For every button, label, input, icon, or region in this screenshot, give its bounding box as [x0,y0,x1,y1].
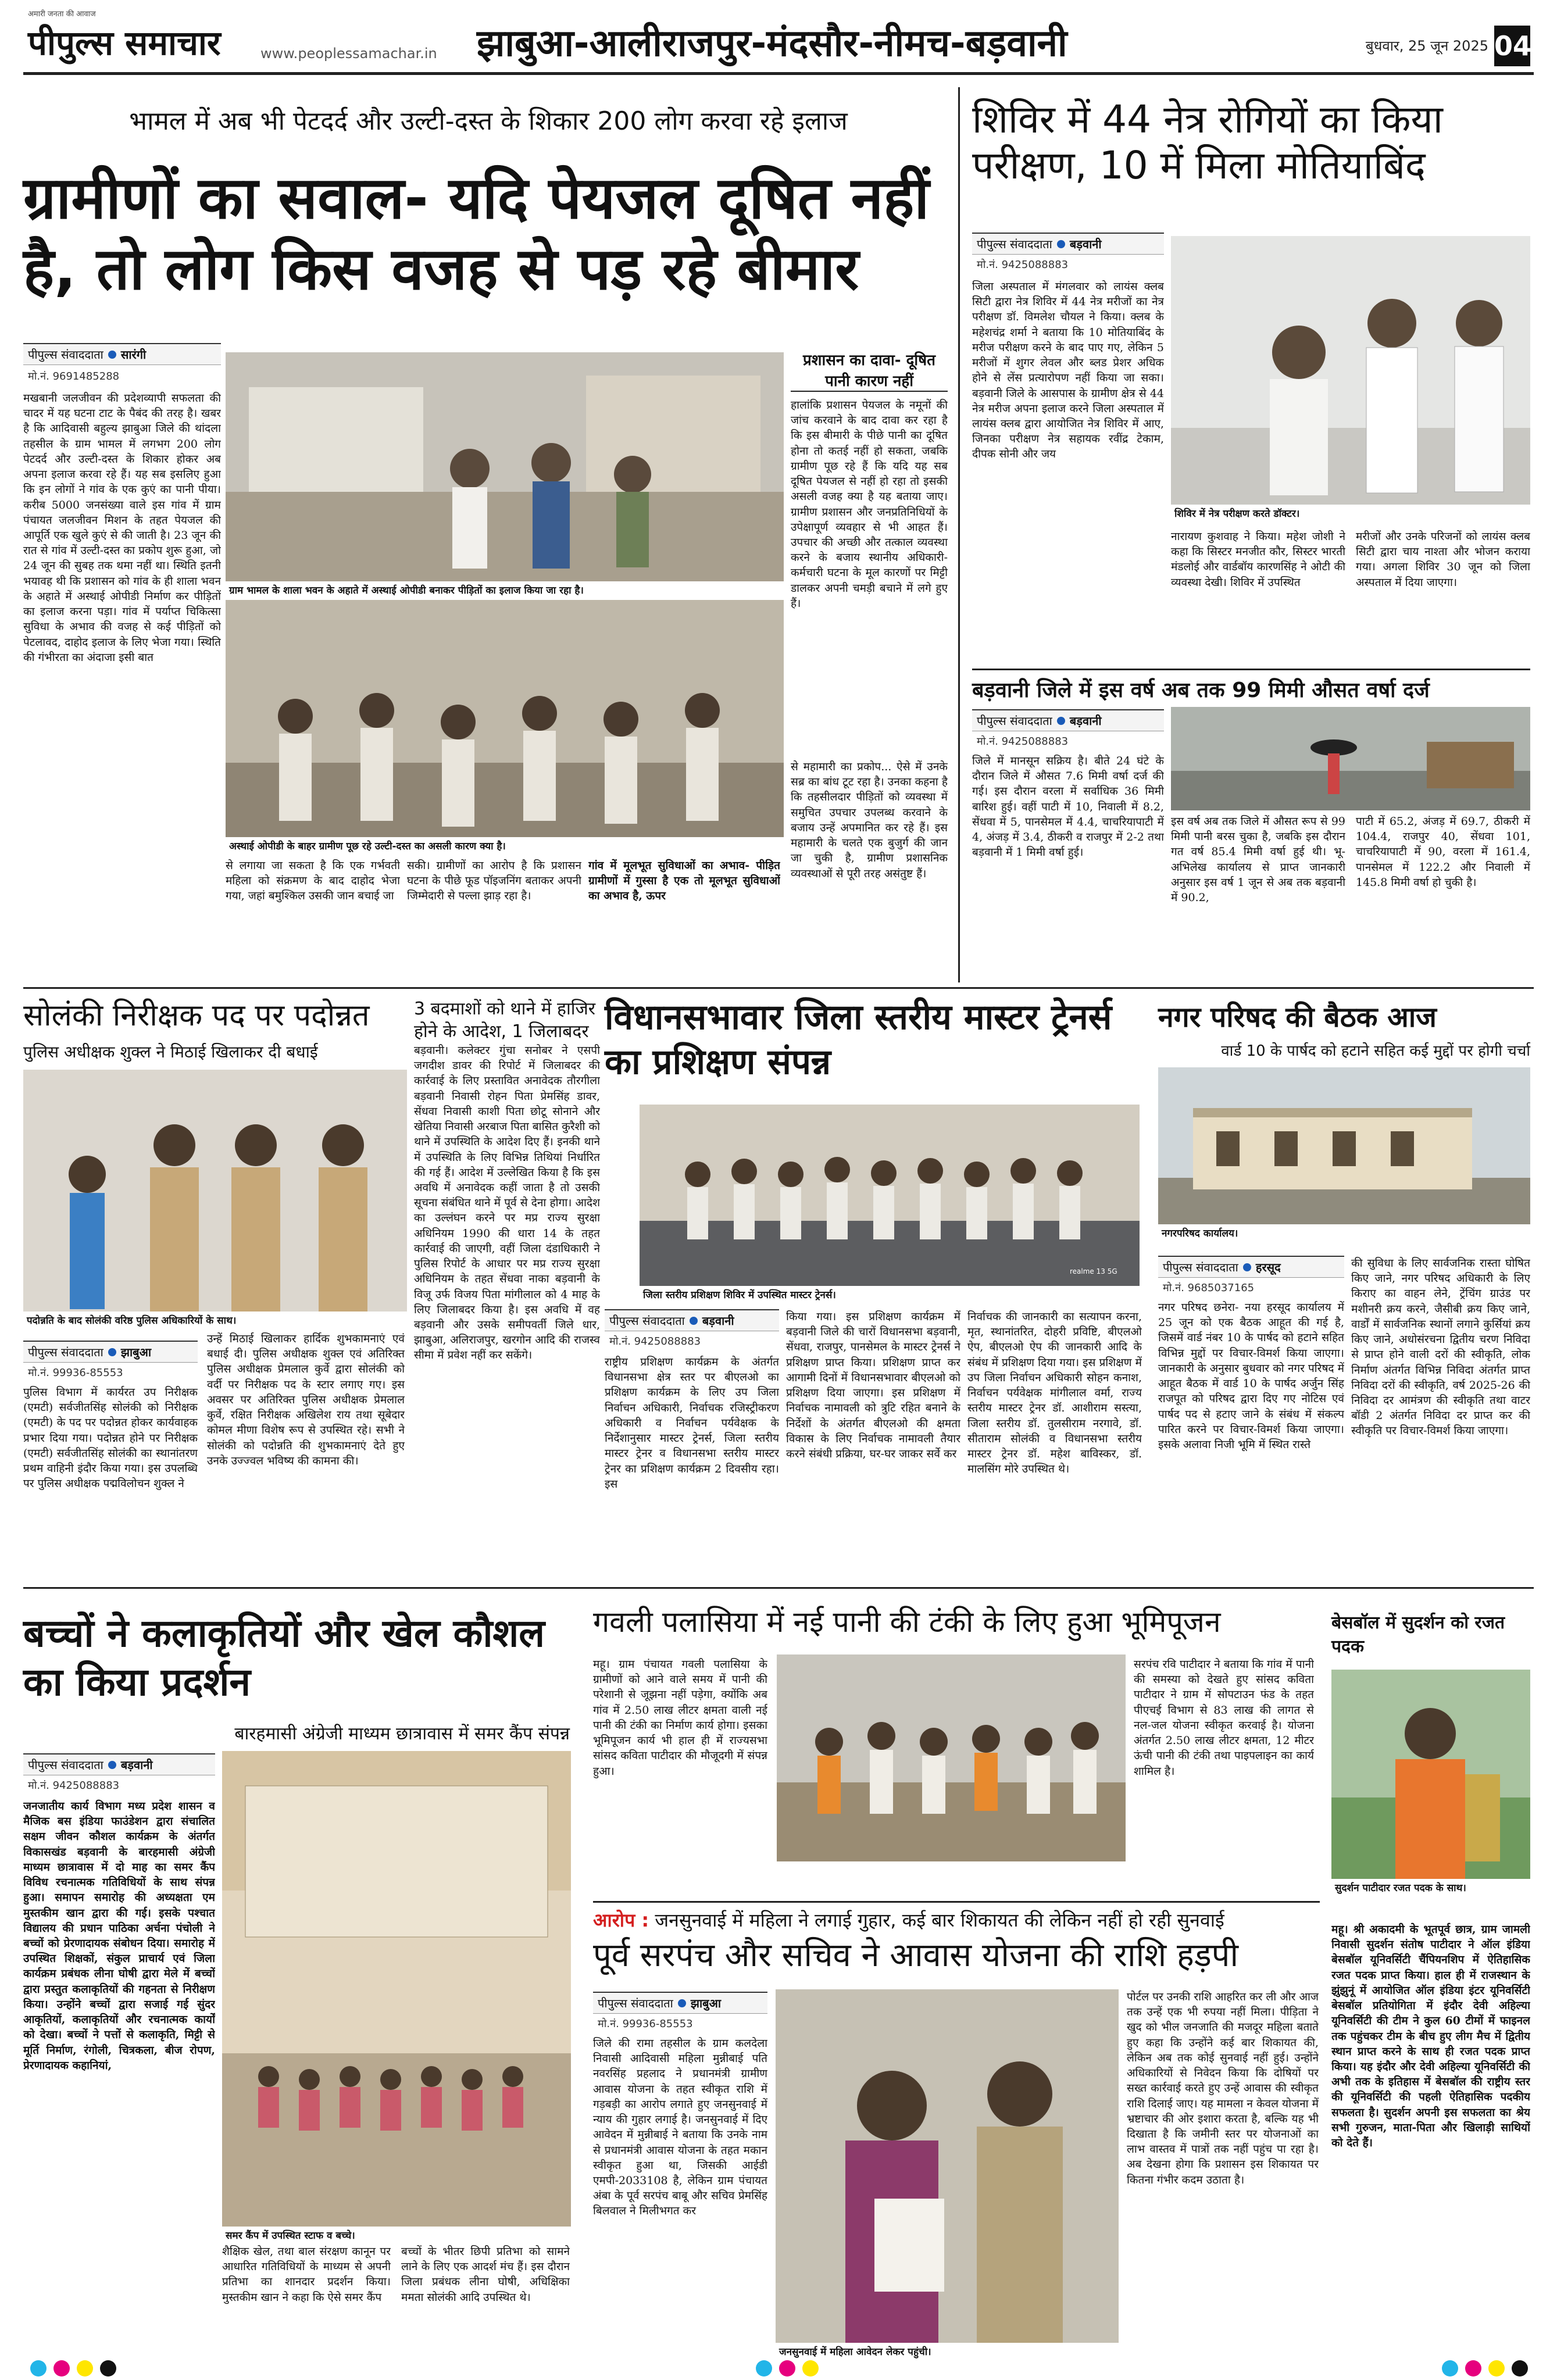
masthead-date: बुधवार, 25 जून 2025 [1365,38,1488,54]
bullet-icon [1057,717,1065,725]
photo-summer-camp [222,1751,571,2235]
awas-kicker-label: आरोप : [593,1909,649,1931]
nagar-headline: नगर परिषद की बैठक आज [1158,1001,1437,1034]
registration-mark-cyan [30,2360,47,2377]
lead-body-col2: से लगाया जा सकता है कि एक गर्भवती महिला को संक्रमण के बाद दाहोद भेजा गया, जहां बमुश्किल उसकी जान बचाई जा [226,859,400,903]
byline-place: हरसूद [1255,1260,1281,1274]
eye-photo [1171,236,1530,505]
art-body-3: बच्चों के भीतर छिपी प्रतिभा को सामने लाने के लिए एक आदर्श मंच हैं। इस दौरान जिला प्रबंधक लीना घोषी, अधिक्षिका ममता सोलंकी आदि उपस्थित थे। [401,2245,570,2304]
photo-rain-road [1171,707,1530,810]
lead-caption-2: अस्थाई ओपीडी के बाहर ग्रामीण पूछ रहे उल्टी-दस्त का असली कारण क्या है। [226,837,784,854]
lead-byline [23,343,221,365]
byline-name: पीपुल्स संवाददाता [28,1345,103,1359]
lead-mobile: मो.नं. 9691485288 [28,370,120,383]
photo-opd-scene [226,352,784,592]
solanki-body-2: उन्हें मिठाई खिलाकर हार्दिक शुभकामनाएं एवं बधाई दी। पुलिस अधीक्षक शुक्ल एवं अतिरिक्त पुलिस अधीक्षक प्रेमलाल कुर्वे द्वारा सोलंकी को वर्दी पर निरीक्षक पद के स्टार लगाए गए। इस अवसर पर अतिरिक्त पुलिस अधीक्षक प्रेमलाल कुर्वे, रक्षित निरीक्षक अखिलेश राय तथा सूबेदार कोमल मीणा विशेष रूप से उपस्थित रहे। सभी ने सोलंकी को पदोन्नति की शुभकामनाएं देते हुए उनके उज्ज्वल भविष्य की कामना की। [207,1332,405,1467]
jila-body: बड़वानी। कलेक्टर गुंचा सनोबर ने एसपी जगदीश डावर की रिपोर्ट में जिलाबदर की कार्रवाई के लिए प्रस्तावित अनावेदक तौरगीला बड़वानी निवासी रोहन पिता प्रेमसिंह डावर, सेंधवा निवासी काशी पिता छोटू सोनाने और खेतिया निवासी अरबाज पिता बासित कुरैशी को थाने में उपस्थिति के आदेश दिए हैं। इनकी थाने में उपस्थिति के लिए विभिन्न तिथियां निर्धारित की गई हैं। आदेश में उल्लेखित किया है कि इस अवधि में अनावेदक कहीं जाता है तो उसकी सूचना संबंधित थाने में पूर्व से देना होगा। आदेश का उल्लंघन करने पर मप्र राज्य सुरक्षा अधिनियम 1990 की धारा 14 के तहत कार्रवाई की जाएगी, वहीं जिला दंडाधिकारी ने पुलिस रिपोर्ट के आधार पर मप्र राज्य सुरक्षा अधिनियम के तहत सेंधवा नाका बड़वानी के विजू उर्फ विजय पिता मांगीलाल को 4 माह के लिए जिलाबदर किया है। इस अवधि में वह बड़वानी और उसके समीपवर्ती जिले धार, झाबुआ, अलिराजपुर, खरगोन आदि की राजस्व सीमा में प्रवेश नहीं कर सकेंगे। [414,1044,600,1362]
rain-body-3: पाटी में 65.2, अंजड़ में 69.7, ठीकरी में 104.4, राजपुर 40, सेंधवा 101, चाचरियापाटी में 90, वरला में 161.4, पानसेमल में 122.2 और निवाली में 145.8 मिमी वर्षा हो चुकी है। [1356,815,1530,889]
byline-place: झाबुआ [690,1996,722,2010]
jila-headline: 3 बदमाशों को थाने में हाजिर होने के आदेश, 1 जिलाबदर [414,999,596,1042]
masthead-logo: अमारी जनता की आवाज पीपुल्स समाचार [28,10,221,63]
awas-photo [776,1989,1119,2344]
vidhan-headline: विधानसभावार जिला स्तरीय मास्टर ट्रेनर्स का प्रशिक्षण संपन्न [605,997,1112,1082]
tank-photo [777,1654,1126,1861]
awas-headline: पूर्व सरपंच और सचिव ने आवास योजना की राशि हड़पी [593,1936,1238,1974]
art-photo [222,1751,571,2235]
registration-mark-magenta [1465,2360,1481,2377]
nagar-body: नगर परिषद छनेरा- नया हरसूद कार्यालय में 25 जून को एक बैठक आहूत की गई है, जिसमें वार्ड नंबर 10 के पार्षद को हटाने सहित विभिन्न मुद्दों पर विचार-विमर्श किया जाएगा। जानकारी के अनुसार बुधवार को नगर परिषद में आहूत बैठक में वार्ड 10 के पार्षद अर्जुन सिंह राजपूत को परिषद द्वारा दिए गए नोटिस एवं पार्षद पद से हटाए जाने के संबंध में संकल्प पारित करने पर विचार-विमर्श किया जाएगा। इसके अलावा निजी भूमि में स्थित रास्ते [1158,1301,1344,1451]
column-rule [958,87,960,982]
bullet-icon [1243,1263,1251,1271]
byline-name: पीपुल्स संवाददाता [28,348,103,362]
bullet-icon [1057,240,1065,248]
bullet-icon [108,1348,116,1356]
awas-body-2: पोर्टल पर उनकी राशि आहरित कर ली और आज तक उन्हें एक भी रुपया नहीं मिला। पीड़िता ने खुद को भील जनजाति की मजदूर महिला बताते हुए कहा कि उन्होंने कई बार शिकायत की, लेकिन अब तक कोई सुनवाई नहीं हुई। उन्होंने अधिकारियों से निवेदन किया कि दोषियों पर सख्त कार्रवाई करते हुए उन्हें आवास की स्वीकृत राशि दिलाई जाए। यह मामला न केवल योजना में भ्रष्टाचार की ओर इशारा करता है, बल्कि यह भी दिखाता है कि जमीनी स्तर पर योजनाओं का लाभ वास्तव में पात्रों तक नहीं पहुंच पा रहा है। अब देखना होगा कि प्रशासन इस शिकायत पर कितना गंभीर कदम उठाता है। [1127,1991,1319,2186]
registration-mark-yellow [1488,2360,1505,2377]
byline-name: पीपुल्स संवाददाता [598,1996,673,2010]
baseball-photo [1331,1670,1530,1879]
art-subhead: बारहमासी अंग्रेजी माध्यम छात्रावास में समर कैंप संपन्न [234,1724,570,1744]
eye-mobile: मो.नं. 9425088883 [977,259,1069,271]
eye-byline [972,233,1164,255]
vidhan-body: राष्ट्रीय प्रशिक्षण कार्यक्रम के अंतर्गत विधानसभा क्षेत्र स्तर पर बीएलओ का प्रशिक्षण कार्यक्रम के लिए उप जिला निर्वाचन अधिकारी, निर्वाचक रजिस्ट्रीकरण अधिकारी व निर्वाचन पर्यवेक्षक के निर्देशानुसार मास्टर ट्रेनर्स, जिला स्तरीय मास्टर ट्रेनर व विधानसभा स्तरीय मास्टर ट्रेनर का प्रशिक्षण कार्यक्रम 2 दिवसीय रहा। इस [605,1356,779,1491]
rain-body-2: इस वर्ष अब तक जिले में औसत रूप से 99 मिमी पानी बरस चुका है, जबकि इस दौरान गत वर्ष 85.4 मिमी वर्षा हुई थी। भू-अभिलेख कार्यालय से प्राप्त जानकारी अनुसार इस वर्ष 1 जून से अब तक बड़वानी में 90.2, [1171,815,1345,905]
lead-caption-1: ग्राम भामल के शाला भवन के अहाते में अस्थाई ओपीडी बनाकर पीड़ितों का इलाज किया जा रहा है। [226,581,784,598]
eye-headline: शिविर में 44 नेत्र रोगियों का किया परीक्षण, 10 में मिला मोतियाबिंद [972,97,1443,188]
tank-headline: गवली पलासिया में नई पानी की टंकी के लिए हुआ भूमिपूजन [593,1605,1221,1639]
byline-name: पीपुल्स संवाददाता [977,237,1052,251]
byline-place: झाबुआ [120,1345,152,1359]
awas-kicker-text: जनसुनवाई में महिला ने लगाई गुहार, कई बार शिकायत की लेकिन नहीं हो रही सुनवाई [655,1909,1224,1931]
rain-body: जिले में मानसून सक्रिय है। बीते 24 घंटे के दौरान जिले में औसत 7.6 मिमी वर्षा दर्ज की गई। इस दौरान वरला में सर्वाधिक 36 मिमी बारिश हुई। वहीं पाटी में 10, निवाली में 8.2, सेंधवा में 5, पानसेमल में 4.4, चाचरियापाटी में 4, अंजड़ में 3.4, ठीकरी व राजपुर में 2-2 तथा बड़वानी में 1 मिमी वर्षा हुई। [972,755,1164,859]
lead-sidebar-headline: प्रशासन का दावा- दूषित पानी कारण नहीं [791,349,948,392]
photo-eye-exam [1171,236,1530,505]
tank-body-2: सरपंच रवि पाटीदार ने बताया कि गांव में पानी की समस्या को देखते हुए सांसद कविता पाटीदार ने ग्राम में सोपटाउन फंड के तहत पीएचई विभाग से 83 लाख की लागत से नल-जल योजना स्वीकृत करवाई है। योजना अंतर्गत 2.50 लाख लीटर क्षमता, 12 मीटर ऊंची पानी की टंकी तथा पाइपलाइन का कार्य शामिल है। [1134,1658,1314,1778]
awas-caption: जनसुनवाई में महिला आवेदन लेकर पहुंची। [776,2343,1119,2360]
eye-body: जिला अस्पताल में मंगलवार को लायंस क्लब सिटी द्वारा नेत्र शिविर में 44 नेत्र मरीजों का नेत्र परीक्षण डॉ. विमलेश चौयल ने किया। क्लब के महेशचंद्र शर्मा ने बताया कि 10 मोतियाबिंद के मरीज परीक्षण करने के बाद पाए गए, लेकिन 5 मरीजों में शुगर लेवल और ब्लड प्रेशर अधिक होने से लेंस प्रत्यारोपण नहीं किया जा सका। बड़वानी जिले के आसपास के ग्रामीण क्षेत्र से 44 नेत्र मरीज अपना इलाज करने जिला अस्पताल में लायंस क्लब द्वारा आयोजित नेत्र शिविर में आए, जिनका परीक्षण नेत्र सहायक रवींद्र टेकाम, दीपक सोनी और जय [972,280,1164,461]
photo-stamp: realme 13 5G [1070,1267,1117,1275]
photo-woman-petition [776,1989,1119,2344]
registration-mark-yellow [802,2360,819,2377]
masthead-rule [23,72,1534,75]
lead-body-col1: मखबानी जलजीवन की प्रदेशव्यापी सफलता की चादर में यह घटना टाट के पैबंद की तरह है। खबर है कि आदिवासी बहुल्य झाबुआ जिले की थांदला तहसील के ग्राम भामल में लगभग 200 लोग पेटदर्द और उल्टी-दस्त के शिकार होकर अब अपना इलाज करवा रहे हैं। यह सब इसलिए हुआ कि इन लोगों ने गांव के एक कुएं का पानी पीया। करीब 5000 जनसंख्या वाले इस गांव में ग्राम पंचायत जलजीवन मिशन के तहत पेयजल की आपूर्ति एक खुले कुएं से की जाती है। 23 जून की रात से गांव में उल्टी-दस्त का प्रकोप शुरू हुआ, जो 24 जून की सुबह तक थमा नहीं था। स्थिति इतनी भयावह थी कि प्रशासन को गांव के ही शाला भवन के अहाते में अस्थाई ओपीडी निर्माण कर पीड़ितों का इलाज करना पड़ा। गांव में पर्याप्त चिकित्सा सुविधा के अभाव की वजह से कई पीड़ितों को पेटलावद, दाहोद इलाज के लिए भेजा गया। स्थिति की गंभीरता का अंदाजा इसी बात [23,392,221,664]
lead-photo-1 [226,352,784,592]
solanki-headline: सोलंकी निरीक्षक पद पर पदोन्नत [23,998,370,1033]
vidhan-body-2: किया गया। इस प्रशिक्षण कार्यक्रम में बड़वानी जिले की चारों विधानसभा बड़वानी, सेंधवा, राजपुर, पानसेमल के मास्टर ट्रेनर्स ने प्रशिक्षण प्राप्त किया। प्रशिक्षण प्राप्त कर आगामी दिनों में विधानसभावार बीएलओ को प्रशिक्षण दिया जाएगा। इस प्रशिक्षण में निर्वाचक नामावली को त्रुटि रहित बनाने के निर्देशों के अंतर्गत बीएलओ की क्षमता विकास के लिए निर्वाचक नामावली तैयार करने संबंधी प्रक्रिया, घर-घर जाकर सर्वे कर [786,1310,960,1460]
registration-mark-cyan [1442,2360,1458,2377]
vidhan-body-3: निर्वाचक की जानकारी का सत्यापन करना, मृत, स्थानांतरित, दोहरी प्रविष्टि, बीएलओ ऐप, बीएलओ ऐप की जानकारी आदि के संबंध में प्रशिक्षण दिया गया। इस प्रशिक्षण में उप जिला निर्वाचन अधिकारी सोहन कनाश, निर्वाचन पर्यवेक्षक मांगीलाल वर्मा, राज्य स्तरीय मास्टर ट्रेनर डॉ. आशीराम सस्त्या, जिला स्तरीय डॉ. तुलसीराम नरगावे, डॉ. सीताराम सोलंकी व विधानसभा स्तरीय मास्टर ट्रेनर डॉ. महेश बाविस्कर, डॉ. मालसिंग मोरे उपस्थित थे। [967,1310,1142,1476]
baseball-caption: सुदर्शन पाटीदार रजत पदक के साथ। [1331,1879,1530,1896]
art-caption: समर कैंप में उपस्थित स्टाफ व बच्चे। [222,2227,571,2243]
vidhan-mobile: मो.नं. 9425088883 [609,1335,701,1348]
nagar-body-2: की सुविधा के लिए सार्वजनिक रास्ता घोषित किए जाने, नगर परिषद अधिकारी के लिए किराए का वाहन लेने, ट्रेंचिंग ग्राउंड पर मशीनरी क्रय करने, जैसीबी क्रय किए जाने, वार्डों में सार्वजनिक स्थानों लगाने कुर्सियां क्रय किए जाने, अधोसंरचना द्वितीय चरण निविदा से प्राप्त होने वाली दरों की स्वीकृति, लोक निर्माण अंतर्गत विभिन्न निविदा अंतर्गत प्राप्त निविदा दरों की स्वीकृति, वर्ष 2025-26 की निविदा दर आमंत्रण की स्वीकृति तथा वाटर बॉडी 2 अंतर्गत निविदा दर प्राप्त कर की स्वीकृति पर विचार-विमर्श किया जाएगा। [1351,1257,1530,1438]
art-headline: बच्चों ने कलाकृतियों और खेल कौशल का किया प्रदर्शन [23,1611,545,1705]
registration-mark-black [1512,2360,1528,2377]
registration-mark-yellow [77,2360,93,2377]
photo-office-building [1158,1067,1530,1224]
section-rule-2 [23,1587,1534,1589]
registration-mark-magenta [779,2360,795,2377]
page-number: 04 [1494,26,1530,66]
registration-mark-black [100,2360,116,2377]
awas-body: जिले की रामा तहसील के ग्राम कलदेला निवासी आदिवासी महिला मुन्नीबाई पति नवरसिंह प्रहलाद ने प्रधानमंत्री ग्रामीण आवास योजना के तहत स्वीकृत राशि में गड़बड़ी का आरोप लगाते हुए जनसुनवाई में न्याय की गुहार लगाई है। जनसुनवाई में दिए आवेदन में मुन्नीबाई ने बताया कि उनके नाम से प्रधानमंत्री आवास योजना के तहत मकान स्वीकृत हुआ था, जिसकी आईडी एमपी-2033108 है, लेकिन ग्राम पंचायत अंबा के पूर्व सरपंच बाबू और सचिव प्रेमसिंह बिलवाल ने मिलीभगत कर [593,2037,767,2218]
art-body: जनजातीय कार्य विभाग मध्य प्रदेश शासन व मैजिक बस इंडिया फाउंडेशन द्वारा संचालित सक्षम जीवन कौशल कार्यक्रम के अंतर्गत विकासखंड बड़वानी के बारहमासी अंग्रेजी माध्यम छात्रावास में दो माह का समर कैंप विविध रचनात्मक गतिविधियों के साथ संपन्न हुआ। समापन समारोह की अध्यक्षता एम मुस्तकीम खान द्वारा की गई। इसके पश्चात विद्यालय की प्रधान पाठिका अर्चना पंचोली ने बच्चों को प्रेरणादायक संबोधन दिया। समारोह में उपस्थित शिक्षकों, संकुल प्राचार्य एवं जिला कार्यक्रम प्रबंधक लीना घोषी द्वारा मेले में बच्चों द्वारा प्रस्तुत कलाकृतियों की गहनता से निरीक्षण किया। उन्होंने बच्चों द्वारा सजाई गई सुंदर आकृतियों, कलाकृतियों और रचनात्मक कार्यों को देखा। बच्चों ने पत्तों से कलाकृति, मिट्टी से मूर्ति निर्माण, रंगोली, चित्रकला, बीज रोपण, प्रेरणादायक कहानियां, [23,1800,215,2072]
rain-mobile: मो.नं. 9425088883 [977,735,1069,748]
byline-name: पीपुल्स संवाददाता [28,1758,103,1772]
tank-body: महू। ग्राम पंचायत गवली पलासिया के ग्रामीणों को आने वाले समय में पानी की परेशानी से जूझना नहीं पड़ेगा, क्योंकि अब गांव में 2.50 लाख लीटर क्षमता वाली नई पानी की टंकी का निर्माण कार्य होगा। इसका भूमिपूजन कार्य भी हाल ही में राज्यसभा सांसद कविता पाटीदार की मौजूदगी में संपन्न हुआ। [593,1658,767,1778]
eye-body-3: मरीजों और उनके परिजनों को लायंस क्लब सिटी द्वारा चाय नाश्ता और भोजन कराया गया। अगला शिविर 30 जून को जिला अस्पताल में दिया जाएगा। [1356,530,1530,589]
awas-mobile: मो.नं. 99936-85553 [598,2018,693,2030]
eye-caption: शिविर में नेत्र परीक्षण करते डॉक्टर। [1171,505,1530,521]
rain-byline [972,709,1164,731]
masthead-edition: झाबुआ-आलीराजपुर-मंदसौर-नीमच-बड़वानी [477,22,1067,65]
art-byline [23,1753,215,1775]
bullet-icon [108,351,116,359]
byline-place: सारंगी [120,348,147,362]
byline-place: बड़वानी [1069,714,1102,728]
solanki-subhead: पुलिस अधीक्षक शुक्ल ने मिठाई खिलाकर दी बधाई [23,1042,318,1062]
section-rule-1 [23,987,1534,989]
byline-name: पीपुल्स संवाददाता [609,1314,685,1328]
lead-pullquote: गांव में मूलभूत सुविधाओं का अभाव- पीड़ित ग्रामीणों में गुस्सा है एक तो मूलभूत सुविधाओं का अभाव है, ऊपर [588,859,780,903]
byline-name: पीपुल्स संवाददाता [1163,1260,1238,1274]
lead-headline: ग्रामीणों का सवाल- यदि पेयजल दूषित नहीं है, तो लोग किस वजह से पड़ रहे बीमार [23,164,930,303]
byline-place: बड़वानी [702,1314,734,1328]
nagar-byline [1158,1256,1344,1278]
art-body-2: शैक्षिक खेल, तथा बाल संरक्षण कानून पर आधारित गतिविधियों के माध्यम से अपनी प्रतिभा का शानदार प्रदर्शन किया। मुस्तकीम खान ने कहा कि ऐसे समर कैंप [222,2245,391,2304]
registration-mark-cyan [756,2360,772,2377]
byline-name: पीपुल्स संवाददाता [977,714,1052,728]
nagar-mobile: मो.नं. 9685037165 [1163,1282,1255,1294]
lead-body-col3: सकी। ग्रामीणों का आरोप है कि प्रशासन घटना के पीछे फूड पॉइजनिंग बताकर अपनी जिम्मेदारी से पल्ला झाड़ रहा है। [407,859,581,903]
photo-police-officers [23,1070,407,1314]
baseball-body: महू। श्री अकादमी के भूतपूर्व छात्र, ग्राम जामली निवासी सुदर्शन संतोष पाटीदार ने ऑल इंडिया बेसबॉल यूनिवर्सिटी चैंपियनशिप में ऐतिहासिक रजत पदक प्राप्त किया। हाल ही में राजस्थान के झुंझुनूं में आयोजित ऑल इंडिया इंटर यूनिवर्सिटी बेसबॉल प्रतियोगिता में इंदौर देवी अहिल्या यूनिवर्सिटी की टीम ने कुल 60 टीमों में फाइनल तक पहुंचकर टीम के बीच हुए लीग मैच में द्वितीय स्थान प्राप्त करने के साथ ही रजत पदक प्राप्त किया। यह इंदौर और देवी अहिल्या यूनिवर्सिटी की अभी तक के इतिहास में बेसबॉल की राष्ट्रीय स्तर की यूनिवर्सिटी की पहली ऐतिहासिक पदकीय सफलता है। सुदर्शन अपनी इस सफलता का श्रेय सभी गुरुजन, माता-पिता और खिलाड़ी साथियों को देते हैं। [1331,1923,1530,2150]
solanki-byline [23,1341,198,1363]
photo-villagers-scene [226,600,784,845]
registration-mark-magenta [53,2360,70,2377]
rain-photo [1171,707,1530,810]
bullet-icon [678,1999,686,2007]
vidhan-byline [605,1309,779,1331]
nagar-photo [1158,1067,1530,1224]
photo-trainers-group [640,1105,1140,1286]
byline-place: बड़वानी [120,1758,153,1772]
lead-sidebar-body-2: से महामारी का प्रकोप... ऐसे में उनके सब्र का बांध टूट रहा है। उनका कहना है कि तहसीलदार पीड़ितों को व्यवस्था में समुचित उपचार उपलब्ध करवाने के बजाय उन्हें अपमानित कर रहे हैं। इस महामारी के चलते एक बुजुर्ग की जान जा चुकी है, ग्रामीण प्रशासनिक व्यवस्थाओं से पूरी तरह असंतुष्ट हैं। [791,760,948,880]
solanki-body: पुलिस विभाग में कार्यरत उप निरीक्षक (एमटी) सर्वजीतसिंह सोलंकी को निरीक्षक (एमटी) के पद पर पदोन्नत होकर कार्यवाहक प्रभार दिया गया। पदोन्नत होने पर निरीक्षक (एमटी) सर्वजीतसिंह सोलंकी का स्थानांतरण प्रथम वाहिनी इंदौर किया गया। इस उपलब्धि पर पुलिस अधीक्षक पद्मविलोचन शुक्ल ने [23,1386,198,1491]
solanki-caption: पदोन्नति के बाद सोलंकी वरिष्ठ पुलिस अधिकारियों के साथ। [23,1311,407,1328]
lead-kicker: भामल में अब भी पेटदर्द और उल्टी-दस्त के शिकार 200 लोग करवा रहे इलाज [129,106,848,136]
solanki-mobile: मो.नं. 99936-85553 [28,1367,123,1379]
awas-kicker [593,1901,1320,1932]
photo-bhoomipujan [777,1654,1126,1861]
nagar-subhead: वार्ड 10 के पार्षद को हटाने सहित कई मुद्दों पर होगी चर्चा [1221,1042,1530,1060]
byline-place: बड़वानी [1069,237,1102,251]
solanki-photo [23,1070,407,1314]
art-mobile: मो.नं. 9425088883 [28,1779,120,1792]
vidhan-photo [640,1105,1140,1286]
lead-sidebar-body: हालांकि प्रशासन पेयजल के नमूनों की जांच करवाने के बाद दावा कर रहा है कि इस बीमारी के पीछे पानी का दूषित होना तो कतई नहीं हो सकता, जबकि ग्रामीण पूछ रहे हैं कि यदि यह सब दूषित पेयजल से नहीं हो रहा तो इसकी असली वजह क्या है यह बताया जाए। ग्रामीण प्रशासन और जनप्रतिनिधियों के उपेक्षापूर्ण व्यवहार से भी आहत हैं। उपचार की अच्छी और तत्काल व्यवस्था करने के बजाय स्थानीय अधिकारी-कर्मचारी घटना के मूल कारणों पर मिट्टी डालकर अपनी चमड़ी बचाने में लगे हुए हैं। [791,399,948,610]
photo-medal-winner [1331,1670,1530,1879]
vidhan-caption: जिला स्तरीय प्रशिक्षण शिविर में उपस्थित मास्टर ट्रेनर्स। [640,1286,1140,1303]
awas-byline [593,1992,767,2014]
rain-headline: बड़वानी जिले में इस वर्ष अब तक 99 मिमी औसत वर्षा दर्ज [972,669,1530,703]
baseball-headline: बेसबॉल में सुदर्शन को रजत पदक [1331,1613,1505,1657]
bullet-icon [690,1317,698,1325]
lead-photo-2 [226,600,784,845]
nagar-caption: नगरपरिषद कार्यालय। [1158,1224,1530,1241]
bullet-icon [108,1761,116,1769]
masthead-url: www.peoplessamachar.in [260,45,437,62]
eye-body-2: नारायण कुशवाह ने किया। महेश जोशी ने कहा कि सिस्टर मनजीत कौर, सिस्टर भारती मंडलोई और वार्डबॉय कारणसिंह ने ओटी की व्यवस्था देखी। शिविर में उपस्थित [1171,530,1345,589]
